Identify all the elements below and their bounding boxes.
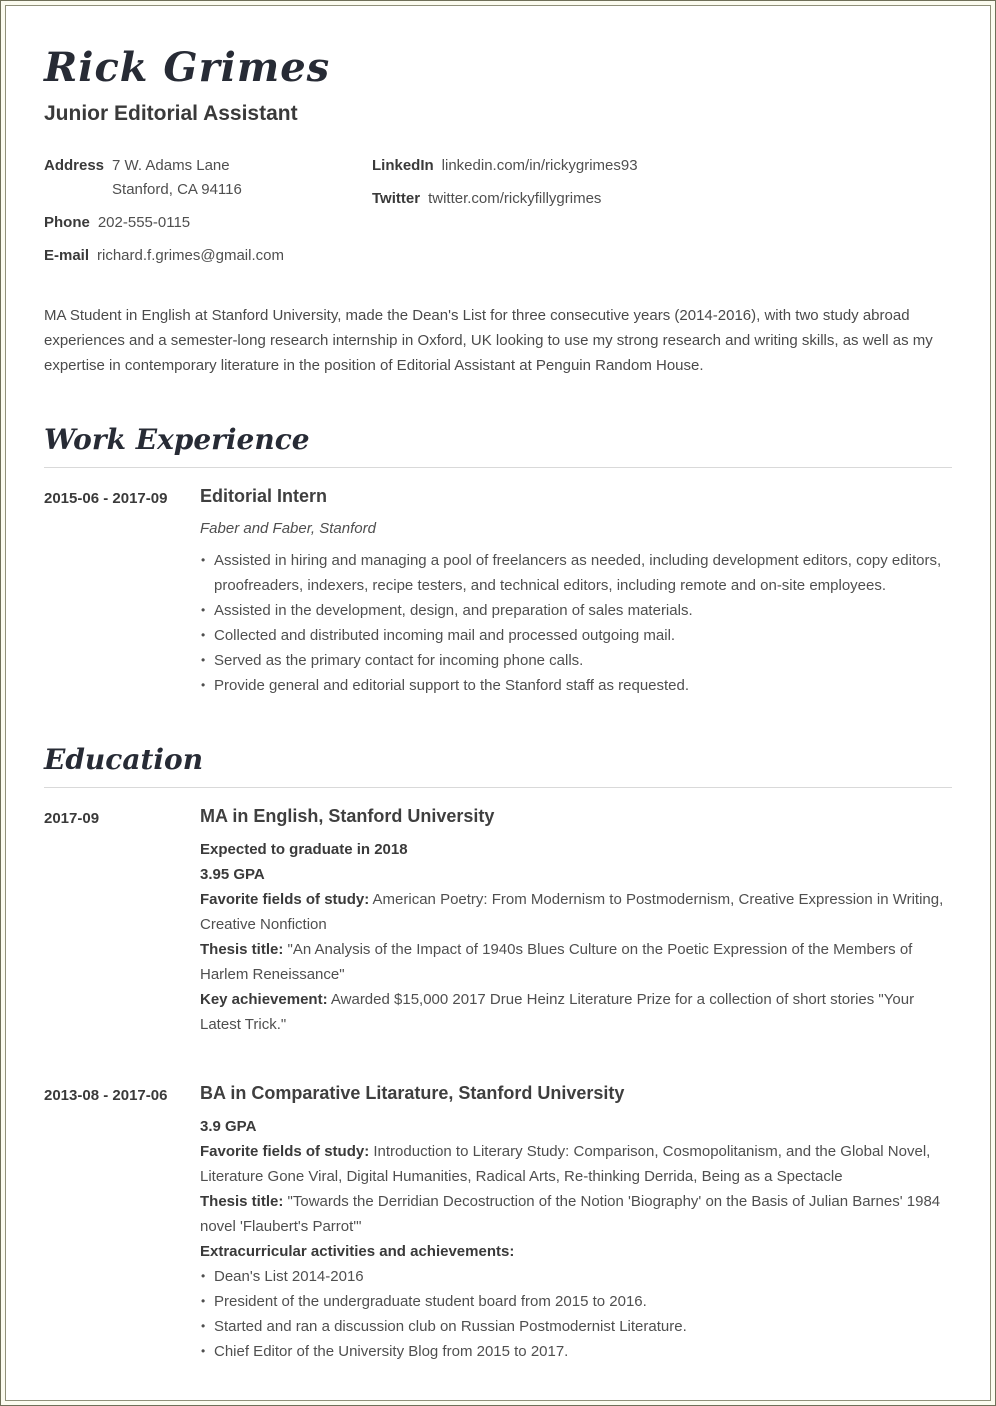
- education-body: [44, 788, 952, 1364]
- phone-label: Phone: [44, 214, 90, 231]
- thesis-text: "An Analysis of the Impact of 1940s Blues Culture on the Poetic Expression of the Members of Harlem Reneissance": [200, 941, 913, 983]
- thesis-line: [200, 1189, 952, 1239]
- work-entry-body: [200, 484, 952, 698]
- favorite-fields-label: Favorite fields of study:: [200, 891, 370, 908]
- work-experience-heading: Work Experience: [44, 423, 952, 468]
- address-value: [112, 154, 242, 202]
- list-item: • Served as the primary contact for incoming phone calls.: [200, 648, 952, 673]
- thesis-text: "Towards the Derridian Decostruction of the Notion 'Biography' on the Basis of Julian Barnes' 1984 novel 'Flaubert's Parrot'": [200, 1193, 941, 1235]
- education-section: [44, 743, 952, 1364]
- resume-header: [44, 46, 952, 126]
- gpa: 3.95 GPA: [200, 866, 265, 883]
- education-entry-title: BA in Comparative Litarature, Stanford University: [200, 1083, 625, 1103]
- favorite-fields-text: American Poetry: From Modernism to Postmodernism, Creative Expression in Writing, Creative Nonfiction: [200, 891, 944, 933]
- work-entry-company: Faber and Faber, Stanford: [200, 520, 376, 537]
- extracurricular-bullets: [200, 1264, 952, 1364]
- linkedin-label: LinkedIn: [372, 157, 434, 174]
- contact-email: [44, 244, 372, 268]
- work-experience-body: [44, 468, 952, 698]
- education-entry-dates: 2013-08 - 2017-06: [44, 1087, 168, 1104]
- thesis-label: Thesis title:: [200, 1193, 284, 1210]
- achievement-label: Key achievement:: [200, 991, 328, 1008]
- address-line-2: Stanford, CA 94116: [112, 181, 242, 198]
- education-entry-title: MA in English, Stanford University: [200, 806, 495, 826]
- twitter-label: Twitter: [372, 190, 421, 207]
- linkedin-value: linkedin.com/in/rickygrimes93: [441, 157, 638, 174]
- contact-twitter: [372, 187, 638, 211]
- work-entry-title: Editorial Intern: [200, 486, 328, 506]
- list-item: • President of the undergraduate student board from 2015 to 2016.: [200, 1289, 952, 1314]
- list-item: • Assisted in the development, design, and preparation of sales materials.: [200, 598, 952, 623]
- gpa: 3.9 GPA: [200, 1118, 257, 1135]
- job-title: Junior Editorial Assistant: [44, 102, 298, 125]
- resume-content: [6, 6, 990, 1364]
- contact-address: [44, 154, 372, 202]
- thesis-line: [200, 937, 952, 987]
- list-item: • Chief Editor of the University Blog from 2015 to 2017.: [200, 1339, 952, 1364]
- education-entry-ma: [44, 804, 952, 1037]
- email-label: E-mail: [44, 247, 90, 264]
- contact-phone: [44, 211, 372, 235]
- list-item: • Collected and distributed incoming mail and processed outgoing mail.: [200, 623, 952, 648]
- phone-value: 202-555-0115: [97, 214, 191, 231]
- resume-page: [5, 5, 991, 1401]
- favorite-fields-label: Favorite fields of study:: [200, 1143, 370, 1160]
- work-entry-dates: 2015-06 - 2017-09: [44, 490, 168, 507]
- list-item: • Dean's List 2014-2016: [200, 1264, 952, 1289]
- education-entry-body: [200, 1081, 952, 1364]
- work-experience-section: [44, 423, 952, 698]
- work-entry-bullets: [200, 548, 952, 698]
- work-entry: [44, 484, 952, 698]
- graduation-note: Expected to graduate in 2018: [200, 841, 408, 858]
- achievement-text: Awarded $15,000 2017 Drue Heinz Literature Prize for a collection of short stories "Your Latest Trick.": [200, 991, 915, 1033]
- twitter-value: twitter.com/rickyfillygrimes: [428, 190, 602, 207]
- professional-summary: MA Student in English at Stanford University, made the Dean's List for three consecutive years (2014-2016), with two study abroad experiences and a semester-long research internship in Oxford, UK looking to use my strong research and writing skills, as well as my expertise in contemporary literature in the position of Editorial Assistant at Penguin Random House.: [44, 307, 933, 374]
- education-heading: Education: [44, 743, 952, 788]
- contact-linkedin: [372, 154, 638, 178]
- list-item: • Assisted in hiring and managing a pool of freelancers as needed, including development editors, copy editors, proofreaders, indexers, recipe testers, and technical editors, including remote and on-site employees.: [200, 548, 952, 598]
- address-label: Address: [44, 157, 105, 174]
- favorite-fields-line: [200, 1139, 952, 1189]
- address-line-1: 7 W. Adams Lane: [112, 157, 230, 174]
- extracurricular-heading: Extracurricular activities and achievements:: [200, 1243, 515, 1260]
- favorite-fields-line: [200, 887, 952, 937]
- thesis-label: Thesis title:: [200, 941, 284, 958]
- favorite-fields-text: Introduction to Literary Study: Comparison, Cosmopolitanism, and the Global Novel, Literature Gone Viral, Digital Humanities, Radical Arts, Re-thinking Derrida, Being as a Spectacle: [200, 1143, 931, 1185]
- education-entry-ba: [44, 1081, 952, 1364]
- contact-column-left: [44, 154, 372, 277]
- contact-column-right: [372, 154, 638, 277]
- education-entry-body: [200, 804, 952, 1037]
- list-item: • Provide general and editorial support to the Stanford staff as requested.: [200, 673, 952, 698]
- email-value: richard.f.grimes@gmail.com: [97, 247, 284, 264]
- achievement-line: [200, 987, 952, 1037]
- person-name: Rick Grimes: [44, 44, 331, 91]
- list-item: • Started and ran a discussion club on Russian Postmodernist Literature.: [200, 1314, 952, 1339]
- contact-section: [44, 154, 952, 277]
- education-entry-dates: 2017-09: [44, 810, 100, 827]
